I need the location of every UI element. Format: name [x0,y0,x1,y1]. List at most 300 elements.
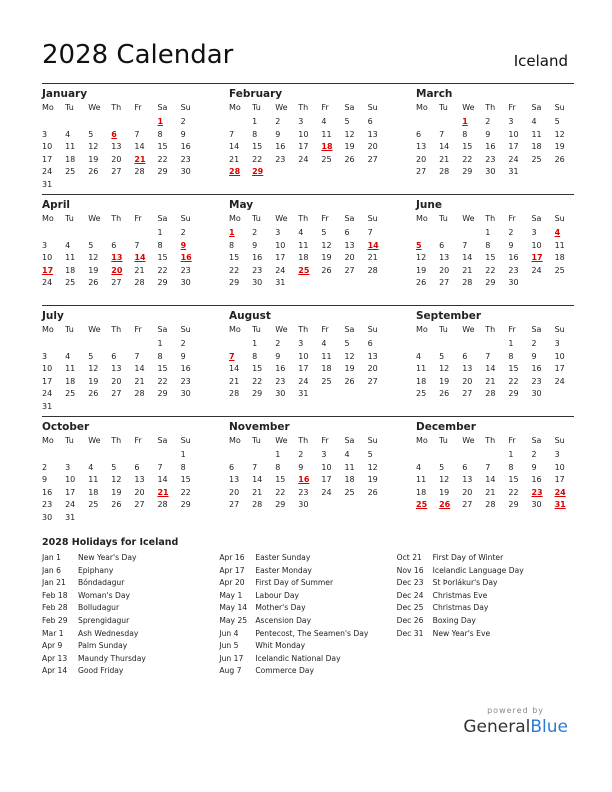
day-cell: 22 [252,376,263,386]
day-cell: 24 [321,487,332,497]
day-cell [462,228,485,241]
day-cell: 4 [88,462,94,472]
day-cell: 17 [65,487,76,497]
holiday-day-cell: 16 [180,253,192,263]
day-cell: 7 [134,240,140,250]
weekday-header [229,214,391,228]
holiday-item [42,629,219,642]
day-cell: 20 [344,253,355,263]
week-row [416,364,578,377]
day-cell: 27 [367,376,378,386]
day-cell: 19 [88,376,99,386]
day-cell [344,167,367,180]
day-cell: 8 [252,129,258,139]
day-cell: 16 [180,364,191,374]
month-name: August [229,310,271,322]
day-cell: 28 [157,500,168,510]
day-cell [344,500,367,513]
day-cell: 25 [554,265,565,275]
day-cell [157,450,180,463]
week-row [42,352,204,365]
week-row [416,278,578,291]
day-cell [42,450,65,463]
weekday-label: We [88,103,101,112]
day-cell: 18 [321,364,332,374]
holiday-column [397,553,574,679]
weekday-header [229,325,391,339]
day-cell [111,402,134,415]
day-cell: 12 [88,253,99,263]
day-cell: 29 [275,500,286,510]
day-cell: 3 [554,339,560,348]
weekday-label: Fr [508,103,516,112]
day-cell: 26 [416,278,427,288]
day-cell: 18 [65,376,76,386]
holiday-day-cell: 20 [111,265,123,275]
day-cell: 16 [508,253,519,263]
month-name: December [416,421,476,433]
day-cell: 17 [275,253,286,263]
weekday-label: Sa [531,214,542,223]
day-cell: 2 [252,228,258,237]
day-cell: 31 [275,278,286,288]
day-cell: 27 [111,167,122,177]
day-cell: 5 [111,462,117,472]
day-cell [134,339,157,352]
day-cell: 21 [134,265,145,275]
day-cell: 15 [157,364,168,374]
weekday-label: Th [485,214,496,223]
day-cell: 4 [65,240,71,250]
day-cell: 4 [65,351,71,361]
day-cell: 8 [157,129,163,139]
week-row [229,488,391,501]
holiday-item [42,654,219,667]
holiday-day-cell: 17 [531,253,543,263]
day-cell: 16 [531,475,542,485]
holiday-item [42,591,219,604]
weekday-label: Su [180,325,191,334]
holiday-name: New Year's Day [78,553,137,562]
day-cell: 5 [344,117,350,126]
holiday-item [219,591,396,604]
holiday-day-cell: 25 [416,500,428,510]
holiday-day-cell: 1 [462,117,468,126]
holiday-item [397,553,574,566]
day-cell: 26 [88,389,99,399]
holiday-date: Dec 23 [396,578,424,588]
day-cell: 15 [180,475,191,485]
day-cell: 7 [134,351,140,361]
day-cell [298,278,321,291]
weekday-label: Sa [157,325,168,334]
day-cell: 23 [298,487,309,497]
month-september [416,306,578,402]
day-cell: 27 [344,265,355,275]
week-row [416,117,578,130]
day-cell [65,450,88,463]
day-cell: 12 [88,142,99,152]
day-cell: 4 [416,462,422,472]
holiday-name: Whit Monday [255,641,306,651]
weekday-label: Fr [134,103,142,112]
weekday-header [42,103,204,117]
week-row [229,450,391,463]
day-cell: 11 [65,142,76,152]
day-cell: 9 [42,475,48,485]
weekday-label: Fr [134,214,142,223]
day-cell: 28 [462,278,473,288]
day-cell: 27 [439,278,450,288]
week-row [416,450,578,463]
holiday-day-cell: 4 [554,228,561,237]
day-cell: 13 [111,364,122,374]
day-cell [88,339,111,352]
day-cell: 26 [321,265,332,275]
day-cell: 24 [42,167,53,177]
day-cell: 8 [508,462,514,472]
weekday-label: We [462,214,475,223]
holiday-day-cell: 21 [157,487,169,497]
day-cell: 28 [485,500,496,510]
weekday-label: Mo [42,103,54,112]
day-cell: 31 [508,167,519,177]
day-cell: 22 [157,376,168,386]
holiday-item [219,566,396,579]
holiday-item [219,616,396,629]
day-cell: 6 [462,462,468,472]
day-cell: 3 [321,450,327,459]
week-row [42,241,204,254]
day-cell [344,278,367,291]
week-row [229,278,391,291]
day-cell [42,117,65,130]
holiday-day-cell: 17 [42,265,54,275]
day-cell: 6 [367,339,373,348]
day-cell: 24 [65,500,76,510]
day-cell: 15 [252,142,263,152]
day-cell: 28 [485,389,496,399]
day-cell: 26 [111,500,122,510]
day-cell: 6 [111,351,117,361]
weekday-label: Mo [42,214,54,223]
day-cell [88,228,111,241]
day-cell [111,513,134,526]
week-row [42,364,204,377]
day-cell: 30 [275,389,286,399]
day-cell: 23 [42,500,53,510]
month-april [42,195,204,291]
weekday-label: Mo [416,436,428,445]
day-cell: 6 [111,240,117,250]
holiday-name: Mother's Day [255,603,306,613]
day-cell: 12 [439,364,450,374]
holiday-name: Pentecost, The Seamen's Day [255,628,369,638]
day-cell: 15 [229,253,240,263]
day-cell: 24 [275,265,286,275]
holiday-date: Mar 1 [42,628,64,638]
day-cell: 10 [298,129,309,139]
day-cell: 14 [439,142,450,152]
day-cell [111,339,134,352]
week-row [416,266,578,279]
weekday-label: Sa [157,103,168,112]
day-cell: 7 [367,228,373,237]
day-cell: 5 [88,129,94,139]
week-row [416,389,578,402]
day-cell: 5 [439,462,445,472]
holiday-item [397,566,574,579]
weekday-label: Sa [531,436,542,445]
holiday-day-cell: 24 [554,487,566,497]
day-cell [555,167,578,180]
weekday-header [416,325,578,339]
weekday-label: Sa [157,436,168,445]
day-cell: 3 [531,228,537,237]
weekday-label: Su [554,325,565,334]
day-cell: 15 [252,364,263,374]
week-row [416,241,578,254]
weekday-label: Sa [344,103,355,112]
day-cell: 21 [462,265,473,275]
holiday-date: Oct 21 [396,553,422,562]
day-cell: 19 [88,154,99,164]
weekday-label: We [462,436,475,445]
holiday-date: Jan 6 [42,565,61,575]
weekday-label: Th [298,214,309,223]
holiday-column [42,553,219,679]
weekday-label: Fr [321,103,329,112]
day-cell [134,180,157,193]
day-cell [134,513,157,526]
day-cell: 21 [229,376,240,386]
day-cell: 23 [180,376,191,386]
day-cell: 28 [134,167,145,177]
month-august [229,306,391,402]
week-row [229,117,391,130]
day-cell: 14 [462,253,473,263]
day-cell: 21 [134,376,145,386]
day-cell: 20 [416,154,427,164]
day-cell: 20 [229,487,240,497]
day-cell: 17 [298,364,309,374]
week-row [42,155,204,168]
holiday-date: Apr 16 [219,553,245,562]
day-cell: 6 [367,117,373,126]
day-cell: 10 [65,475,76,485]
weekday-label: Th [111,103,122,112]
day-cell: 12 [321,240,332,250]
day-cell: 3 [42,129,48,139]
day-cell: 8 [462,129,468,139]
weekday-label: Mo [229,103,241,112]
day-cell: 13 [134,475,145,485]
day-cell: 22 [508,487,519,497]
day-cell: 23 [252,265,263,275]
day-cell [181,513,204,526]
holiday-item [42,566,219,579]
day-cell [65,117,88,130]
weekday-header [42,214,204,228]
day-cell: 26 [88,278,99,288]
day-cell: 26 [344,154,355,164]
weekday-label: Mo [416,103,428,112]
day-cell [134,117,157,130]
day-cell [181,180,204,193]
day-cell: 11 [88,475,99,485]
day-cell: 16 [180,142,191,152]
day-cell: 2 [531,450,537,459]
weekday-label: Tu [252,436,261,445]
weekday-label: Th [298,436,309,445]
day-cell: 14 [134,364,145,374]
day-cell: 9 [275,129,281,139]
day-cell: 18 [416,487,427,497]
weekday-label: We [88,214,101,223]
day-cell: 11 [416,364,427,374]
day-cell [229,339,252,352]
day-cell: 20 [134,487,145,497]
day-cell: 9 [508,240,514,250]
day-cell [321,278,344,291]
weekday-label: Su [554,436,565,445]
weekday-label: Tu [65,103,74,112]
day-cell: 11 [65,253,76,263]
week-row [229,463,391,476]
day-cell: 6 [416,129,422,139]
holiday-column [219,553,396,679]
holiday-name: First Day of Winter [432,553,504,562]
month-may [229,195,391,291]
day-cell: 27 [111,278,122,288]
day-cell: 13 [367,351,378,361]
day-cell: 29 [157,278,168,288]
month-name: February [229,88,283,100]
day-cell: 16 [252,253,263,263]
holiday-item [219,603,396,616]
holiday-item [42,603,219,616]
weekday-label: Su [180,436,191,445]
holiday-day-cell: 13 [111,253,123,263]
day-cell: 19 [344,364,355,374]
holiday-day-cell: 14 [134,253,146,263]
day-cell: 15 [157,142,168,152]
day-cell: 1 [157,228,163,237]
day-cell: 15 [157,253,168,263]
day-cell: 5 [321,228,327,237]
day-cell: 10 [42,142,53,152]
day-cell: 28 [229,389,240,399]
day-cell: 13 [462,364,473,374]
day-cell: 25 [344,487,355,497]
day-cell: 21 [485,487,496,497]
holiday-name: Boxing Day [432,615,476,625]
day-cell: 26 [367,487,378,497]
week-row [42,253,204,266]
day-cell: 28 [134,278,145,288]
holiday-day-cell: 18 [321,142,333,152]
holiday-name: Bóndadagur [78,578,125,588]
holiday-item [219,629,396,642]
day-cell: 25 [65,278,76,288]
week-row [416,352,578,365]
holiday-day-cell: 25 [298,265,310,275]
week-row [229,389,391,402]
holiday-date: Aug 7 [219,666,242,676]
day-cell: 31 [42,401,53,411]
holiday-date: Dec 25 [396,603,424,613]
day-cell: 24 [554,376,565,386]
day-cell: 7 [485,462,491,472]
day-cell: 27 [229,500,240,510]
day-cell [439,117,462,130]
weekday-label: Sa [344,436,355,445]
day-cell [275,167,298,180]
month-row [42,83,574,194]
day-cell: 6 [229,462,235,472]
weekday-label: Mo [229,325,241,334]
weekday-label: Fr [134,325,142,334]
day-cell [88,180,111,193]
day-cell: 19 [439,487,450,497]
day-cell: 7 [439,129,445,139]
week-row [42,463,204,476]
weekday-label: Th [485,103,496,112]
day-cell: 19 [367,475,378,485]
day-cell: 18 [554,253,565,263]
day-cell: 23 [180,154,191,164]
day-cell [368,167,391,180]
day-cell: 3 [554,450,560,459]
day-cell: 17 [508,142,519,152]
month-name: March [416,88,453,100]
day-cell: 24 [508,154,519,164]
weekday-label: Mo [42,325,54,334]
week-row [42,450,204,463]
day-cell: 29 [180,500,191,510]
day-cell: 20 [111,376,122,386]
day-cell: 18 [65,265,76,275]
day-cell: 14 [485,475,496,485]
day-cell: 14 [134,142,145,152]
brand-name-general: General [463,717,531,737]
day-cell: 10 [554,351,565,361]
weekday-label: Fr [321,436,329,445]
day-cell [65,180,88,193]
week-row [416,228,578,241]
day-cell: 12 [111,475,122,485]
holiday-name: Bolludagur [78,603,120,613]
weekday-label: Su [367,436,378,445]
weekday-label: Fr [508,214,516,223]
day-cell [65,402,88,415]
day-cell: 25 [321,376,332,386]
day-cell: 22 [275,487,286,497]
week-row [42,142,204,155]
day-cell: 1 [275,450,281,459]
month-name: June [416,199,442,211]
holiday-date: May 25 [219,615,248,625]
day-cell [88,450,111,463]
holiday-day-cell: 14 [367,240,379,250]
day-cell: 23 [275,376,286,386]
weekday-header [416,103,578,117]
day-cell: 24 [531,265,542,275]
day-cell: 21 [367,253,378,263]
weekday-label: We [275,325,288,334]
day-cell [531,167,554,180]
weekday-label: We [88,325,101,334]
